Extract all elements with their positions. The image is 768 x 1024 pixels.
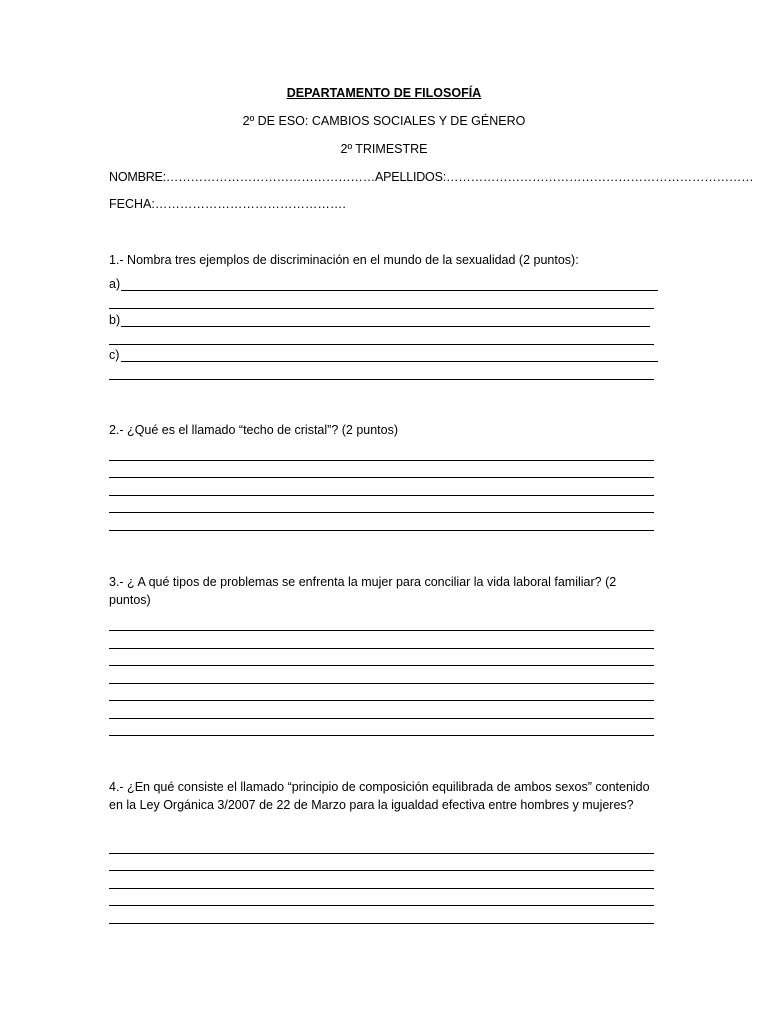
question-1-text: 1.- Nombra tres ejemplos de discriminación en el mundo de la sexualidad (2 puntos): [109,253,579,267]
answer-line[interactable] [109,379,654,380]
question-2-answer-area[interactable] [109,450,654,540]
answer-line[interactable] [109,718,654,719]
answer-line[interactable] [109,308,654,309]
answer-label-a: a) [109,277,121,291]
answer-line[interactable] [121,326,650,327]
answer-line[interactable] [109,344,654,345]
question-3-text: 3.- ¿ A qué tipos de problemas se enfrenta la mujer para conciliar la vida laboral familiar? (2 puntos) [109,575,617,607]
term-label: 2º TRIMESTRE [340,142,428,156]
answer-line[interactable] [109,905,654,906]
question-4-answer-area[interactable] [109,843,654,933]
answer-label-b: b) [109,313,121,327]
answer-line[interactable] [109,923,654,924]
answer-line[interactable] [109,460,654,461]
answer-line[interactable] [109,530,654,531]
answer-line[interactable] [109,700,654,701]
answer-line[interactable] [109,888,654,889]
question-1-answer-area[interactable] [109,276,654,386]
name-surname-field[interactable]: NOMBRE:……………………………………………APELLIDOS:………………………………………………………………… [109,170,754,184]
answer-line[interactable] [121,361,658,362]
answer-line[interactable] [109,735,654,736]
answer-line[interactable] [109,512,654,513]
department-title: DEPARTAMENTO DE FILOSOFÍA [286,86,482,100]
question-4-text: 4.- ¿En qué consiste el llamado “principio de composición equilibrada de ambos sexos” contenido en la Ley Orgánica 3/2007 de 22 de Marzo para la igualdad efectiva entre hombres y mujeres? [109,780,650,812]
answer-line[interactable] [109,870,654,871]
answer-label-c: c) [109,348,120,362]
answer-line[interactable] [109,495,654,496]
answer-line[interactable] [109,665,654,666]
answer-line[interactable] [109,683,654,684]
course-subtitle: 2º DE ESO: CAMBIOS SOCIALES Y DE GÉNERO [242,114,526,128]
answer-line[interactable] [121,290,658,291]
question-2-text: 2.- ¿Qué es el llamado “techo de cristal”? (2 puntos) [109,423,399,437]
question-3-answer-area[interactable] [109,620,654,745]
answer-line[interactable] [109,630,654,631]
answer-line[interactable] [109,477,654,478]
answer-line[interactable] [109,853,654,854]
answer-line[interactable] [109,648,654,649]
date-field[interactable]: FECHA:………………………………………. [109,197,346,211]
